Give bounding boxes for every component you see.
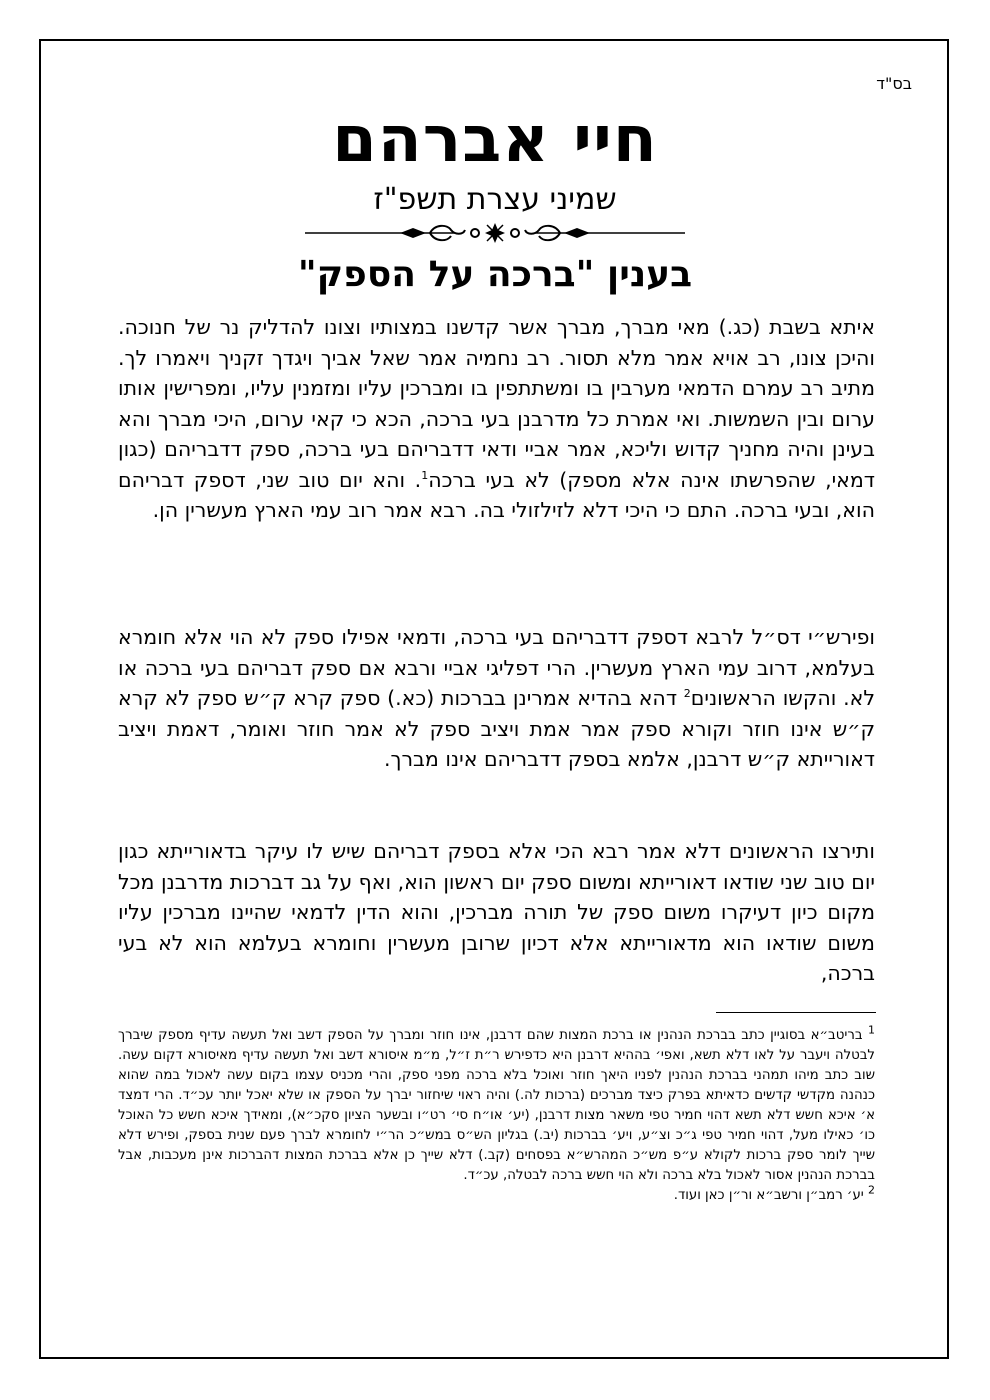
footnote-ref-2[interactable]: 2: [683, 687, 691, 701]
page-title: חיי אברהם: [332, 103, 658, 177]
paragraph-1-text-a: איתא בשבת (כג.) מאי מברך, מברך אשר קדשנו במצותיו וצונו להדליק נר של חנוכה. והיכן צונו, רב אויא אמר מלא תסור. רב נחמיה אמר שאל אביך ויגדך זקניך ויאמרו לך. מתיב רב עמרם הדמאי מערבין בו ומשתתפין בו ומברכין עליו ומזמנין עליו, ומפרישין אותו ערום ובין השמשות. ואי אמרת כל מדרבנן בעי ברכה, הכא כי קאי ערום, היכי מברך והא בעינן והיה מחניך קדוש וליכא, אמר אביי ודאי דדבריהם בעי ברכה, ספק דדבריהם (כגון דמאי, שהפרשתו אינה אלא מספק) לא בעי ברכה: [118, 315, 875, 492]
footnote-2-number: 2: [868, 1183, 875, 1197]
paragraph-1: [118, 312, 875, 526]
paragraph-2: [118, 622, 875, 775]
paragraph-1-text-b: . והא יום טוב שני, דספק דבריהם הוא, ובעי ברכה. התם כי היכי דלא לזילזולי בה. רבא אמר רוב עמי הארץ מעשרין הן.: [118, 467, 875, 522]
footnote-2-text: יע׳ רמב״ן ורשב״א ור״ן כאן ועוד.: [673, 1188, 864, 1203]
footnote-2: [118, 1183, 875, 1206]
paragraph-2-text-b: דהא בהדיא אמרינן בברכות (כא.) ספק קרא ק״ש ספק לא קרא ק״ש אינו חוזר וקורא ספק אמר אמת ויציב ספק לא אמר חוזר ואומר, דאמת ויציב דאורייתא ק״ש דרבנן, אלמא בספק דדבריהם אינו מברך.: [118, 686, 875, 771]
footnote-1-number: 1: [868, 1023, 875, 1037]
footnotes: [118, 1023, 875, 1206]
topic-heading: בענין "ברכה על הספק": [297, 254, 693, 295]
ornamental-divider-icon: [305, 218, 685, 248]
footnote-1-text: בריטב״א בסוגיין כתב בברכת הנהנין או ברכת המצות שהם דרבנן, אינו חוזר ומברך על הספק דשב ואל תעשה עדיף מספק שיברך לבטלה ויעבר על לאו דלא תשא, ואפי׳ בההיא דרבנן היא כדפירש ר״ת ז״ל, מ״מ איסורא דשב ואל תעשה עדיף מאיסורא דקום עשה. שוב כתב מיהו תמהני בברכת הנהנין לפניו היאך חוזר ואוכל בלא ברכה מפני ספק, והרי מכניס עצמו בקום עשה לאכול במה שהוא כנהנה מקדשי קדשים כדאיתא בפרק כיצד מברכים (ברכות לה.) והיה ראוי שיחזור יברך על הספק או שלא יאכל יותר עכ״ד. הרי דמצד א׳ איכא חשש דלא תשא דהוי חמיר טפי משאר מצות דרבנן, (יע׳ או״ח סי׳ רט״ו ובשער הציון סקכ״א), ומאידך איכא חשש כל האוכל כו׳ כאילו מעל, דהוי חמיר טפי ג״כ וצ״ע, ויע׳ בברכות (יב.) בגליון הש״ס במש״כ הר״י לחומרא לברך פעם שנית בספק, ופירש דלא שייך לומר ספק ברכות לקולא ע״פ מש״כ המהרש״א בפסחים (קב.) דלא שייך כן אלא בברכת המצות דהברכות אינן מעכבות, אבל בברכת הנהנין אסור לאכול בלא ברכה ולא הוי חשש ברכה לבטלה, עכ״ד.: [118, 1028, 875, 1183]
paragraph-2-text-a: ופירש״י דס״ל לרבא דספק דדבריהם בעי ברכה, ודמאי אפילו ספק לא הוי אלא חומרא בעלמא, דרוב עמי הארץ מעשרין. הרי דפליגי אביי ורבא אם ספק דבריהם בעי ברכה או לא. והקשו הראשונים: [118, 625, 875, 710]
footnote-ref-1[interactable]: 1: [421, 468, 429, 482]
page-subtitle: שמיני עצרת תשפ"ז: [373, 182, 617, 217]
footnote-separator: [716, 1012, 876, 1013]
paragraph-3: ותירצו הראשונים דלא אמר רבא הכי אלא בספק דבריהם שיש לו עיקר בדאורייתא כגון יום טוב שני שודאו דאורייתא ומשום ספק יום ראשון הוא, ואף על גב דברכות מדרבנן מכל מקום כיון דעיקרו משום ספק של תורה מברכין, והוא הדין לדמאי שהיינו מברכין עליו משום שודאו הוא מדאורייתא אלא דכיון שרובן מעשרין וחומרא בעלמא הוא לא בעי ברכה,: [118, 839, 875, 985]
bsd-mark: בס"ד: [876, 74, 912, 93]
footnote-1: [118, 1023, 875, 1186]
